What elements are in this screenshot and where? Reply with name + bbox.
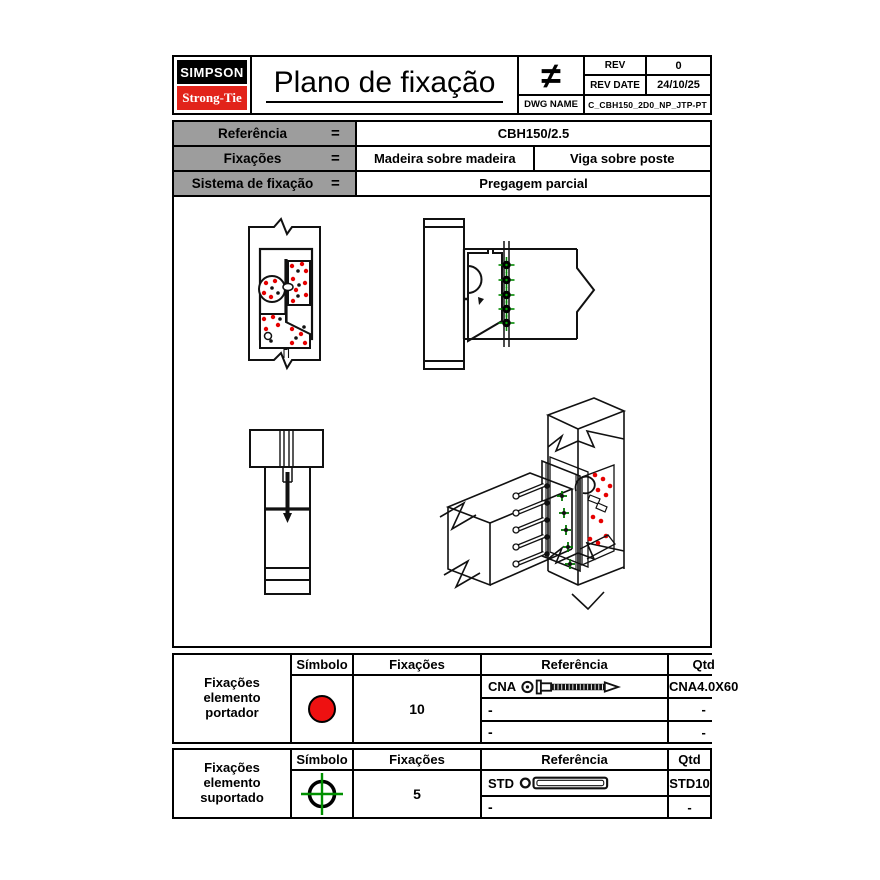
title-block <box>172 55 712 115</box>
supported-reference: STD10 <box>669 771 710 795</box>
carrier-reference: CNA4.0X60 <box>669 676 738 697</box>
reference-label-cell: Referência = <box>174 122 355 145</box>
equals-sign: = <box>331 150 340 167</box>
carrier-group-label: Fixações elemento portador <box>174 655 290 742</box>
reference-header: Referência <box>482 655 667 674</box>
rev-label: REV <box>585 57 645 74</box>
green-crosshair-symbol-icon <box>299 771 345 817</box>
nail-icon <box>521 679 621 695</box>
supported-fixings-table <box>172 748 712 819</box>
supported-fixing-row: - <box>482 797 667 817</box>
document <box>172 54 739 819</box>
fixings-value-left: Madeira sobre madeira <box>357 147 533 170</box>
section-view-drawing <box>246 425 331 600</box>
rev-value: 0 <box>647 57 710 74</box>
rev-date-value: 24/10/25 <box>647 76 710 94</box>
qty-header: Qtd <box>669 655 738 674</box>
carrier-symbol-cell <box>292 676 352 742</box>
qty-header: Qtd <box>669 750 710 769</box>
supported-fixing-row: STD <box>482 771 667 795</box>
dwg-name-value: C_CBH150_2D0_NP_JTP-PT <box>585 96 710 113</box>
supported-reference: - <box>669 797 710 817</box>
fixings-label-cell: Fixações = <box>174 147 355 170</box>
not-equal-symbol-icon: ≠ <box>519 57 583 94</box>
system-label-cell: Sistema de fixação = <box>174 172 355 195</box>
logo-strongtie: Strong-Tie <box>177 86 247 110</box>
carrier-fixings-table <box>172 653 739 744</box>
carrier-fixing-row: - <box>482 722 667 742</box>
carrier-fixing-row: CNA <box>482 676 667 697</box>
symbol-header: Símbolo <box>292 655 352 674</box>
revision-block <box>517 54 710 113</box>
fixings-header: Fixações <box>354 655 480 674</box>
fixings-value-right: Viga sobre poste <box>535 147 711 170</box>
reference-header: Referência <box>482 750 667 769</box>
supported-group-label: Fixações elemento suportado <box>174 750 290 817</box>
reference-table <box>172 120 712 197</box>
drawing-area <box>172 195 712 648</box>
page-title: Plano de fixação <box>266 68 504 103</box>
isometric-view-drawing <box>430 389 675 639</box>
rev-date-label: REV DATE <box>585 76 645 94</box>
symbol-header: Símbolo <box>292 750 352 769</box>
carrier-qty: 10 <box>354 676 480 742</box>
system-value: Pregagem parcial <box>357 172 710 195</box>
side-view-drawing <box>418 213 598 378</box>
fixings-header: Fixações <box>354 750 480 769</box>
carrier-reference: - <box>669 699 738 720</box>
reference-value: CBH150/2.5 <box>357 122 710 145</box>
equals-sign: = <box>331 175 340 192</box>
dwg-name-label: DWG NAME <box>519 96 583 113</box>
equals-sign: = <box>331 125 340 142</box>
supported-symbol-cell <box>292 771 352 817</box>
dowel-icon <box>519 776 611 790</box>
carrier-reference: - <box>669 722 738 742</box>
supported-qty: 5 <box>354 771 480 817</box>
front-view-drawing <box>244 217 334 377</box>
logo-simpson: SIMPSON <box>177 60 247 84</box>
simpson-strongtie-logo <box>174 57 252 113</box>
carrier-fixing-row: - <box>482 699 667 720</box>
red-circle-symbol-icon <box>308 695 336 723</box>
